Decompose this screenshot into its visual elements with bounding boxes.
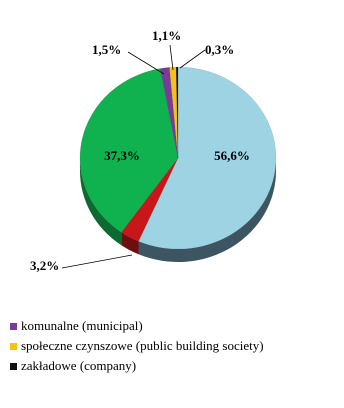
legend: [10, 316, 340, 376]
leader-line-1: [62, 255, 132, 268]
legend-swatch-company: [10, 363, 17, 370]
leader-line-3: [128, 52, 164, 74]
data-label-4: 1,1%: [152, 28, 182, 43]
data-label-1: 3,2%: [30, 258, 60, 273]
data-label-2: 37,3%: [104, 148, 140, 163]
leader-line-5: [180, 50, 205, 68]
leader-line-4: [170, 45, 173, 70]
legend-label-municipal: komunalne (municipal): [21, 318, 143, 333]
data-label-3: 1,5%: [92, 42, 122, 57]
legend-swatch-public-building-society: [10, 343, 17, 350]
legend-label-public-building-society: społeczne czynszowe (public building society): [21, 338, 264, 353]
data-label-5: 0,3%: [205, 42, 235, 57]
legend-item-municipal: [10, 316, 340, 336]
legend-label-company: zakładowe (company): [21, 358, 137, 373]
legend-item-public-building-society: [10, 336, 340, 356]
legend-swatch-municipal: [10, 323, 17, 330]
legend-item-company: [10, 356, 340, 376]
data-label-0: 56,6%: [214, 148, 250, 163]
